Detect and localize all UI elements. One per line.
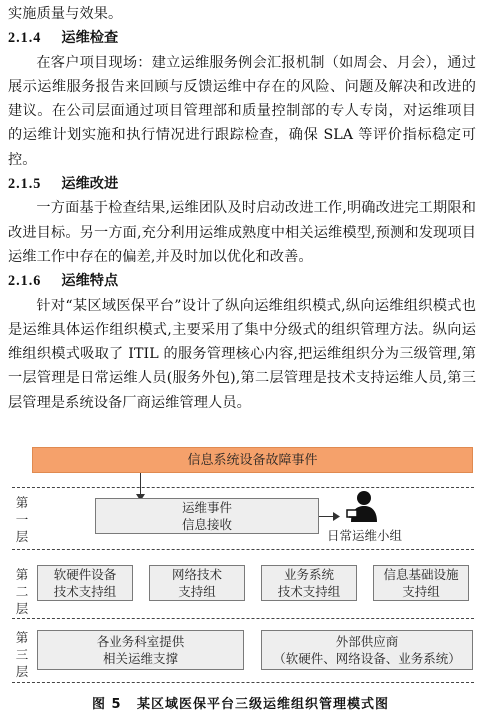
top-event-label: 信息系统设备故障事件 [187, 452, 318, 468]
section-title: 运维检查 [61, 30, 119, 47]
l2-box-hw-sw-support [37, 565, 133, 601]
l3-box-department-support [37, 630, 244, 670]
section-number: 2.1.6 [8, 273, 42, 290]
box-line2: 技术支持组 [53, 584, 117, 599]
layer-divider [12, 682, 474, 683]
box-line2: 相关运维支撑 [102, 651, 178, 666]
layer-divider [12, 549, 474, 550]
article-body [8, 2, 476, 415]
paragraph-ops-improvement: 一方面基于检查结果,运维团队及时启动改进工作,明确改进完工期限和改进目标。另一方面,充分利用运维成熟度中相关运维模型,预测和发现项目运维工作中存在的偏差,并及时加以优化和改善。 [8, 200, 476, 265]
figure-title: 某区域医保平台三级运维组织管理模式图 [137, 697, 390, 712]
paragraph-ops-inspection: 在客户项目现场：建立运维服务例会汇报机制（如周会、月会），通过展示运维服务报告来回顾与反馈运维中存在的风险、问题及解决和改进的建议。在公司层面通过项目管理部和质量控制部的专人专岗，对运维项目的运维计划实施和执行情况进行跟踪检查，确保 SLA 等评价指标稳定可控。 [8, 54, 476, 168]
figure-caption [0, 693, 481, 712]
box-line1: 外部供应商 [335, 634, 399, 649]
arrow-head-icon [333, 512, 340, 521]
layer-3-label: 第 三 层 [15, 630, 29, 679]
section-title: 运维改进 [61, 176, 119, 193]
box-line1: 软硬件设备 [53, 567, 117, 582]
box-line1: 信息基础设施 [383, 567, 459, 582]
box-line2: 技术支持组 [277, 584, 341, 599]
box-line2: （软硬件、网络设备、业务系统） [273, 651, 461, 666]
section-heading-2-1-5 [8, 172, 476, 196]
daily-ops-team-label: 日常运维小组 [327, 528, 403, 543]
paragraph-ops-features: 针对“某区域医保平台”设计了纵向运维组织模式,纵向运维组织模式也是运维具体运作组织模式,主要采用了集中分级式的组织管理方法。纵向运维组织模式吸取了 ITIL 的服务管理核心内容,把运维组织分为三级管理,第一层管理是日常运维人员(服务外包),第二层管理是技术支持运维人员,第三层管理是系统设备厂商运维管理人员。 [8, 297, 476, 411]
layer-1-label: 第 一 层 [15, 495, 29, 544]
box-line1: 各业务科室提供 [96, 634, 185, 649]
box-line1: 业务系统 [283, 567, 334, 582]
layer-divider [12, 487, 474, 488]
section-heading-2-1-4 [8, 26, 476, 50]
figure-number: 图 5 [91, 697, 122, 712]
l2-box-infrastructure-support [373, 565, 469, 601]
l2-box-business-system-support [261, 565, 357, 601]
event-intake-line1: 运维事件 [181, 500, 232, 515]
event-intake-box [95, 498, 319, 534]
box-line2: 支持组 [178, 584, 216, 599]
l2-box-network-support [149, 565, 245, 601]
section-title: 运维特点 [61, 273, 119, 290]
ops-team-person-icon [345, 490, 381, 524]
box-line1: 网络技术 [171, 567, 222, 582]
section-number: 2.1.4 [8, 30, 42, 47]
layer-divider [12, 618, 474, 619]
layer-2-label: 第 二 层 [15, 567, 29, 616]
l3-box-external-suppliers [261, 630, 473, 670]
event-intake-line2: 信息接收 [181, 517, 232, 532]
box-line2: 支持组 [402, 584, 440, 599]
top-event-bar [32, 447, 473, 473]
section-number: 2.1.5 [8, 176, 42, 193]
paragraph-intro-tail: 实施质量与效果。 [8, 6, 123, 22]
section-heading-2-1-6 [8, 269, 476, 293]
